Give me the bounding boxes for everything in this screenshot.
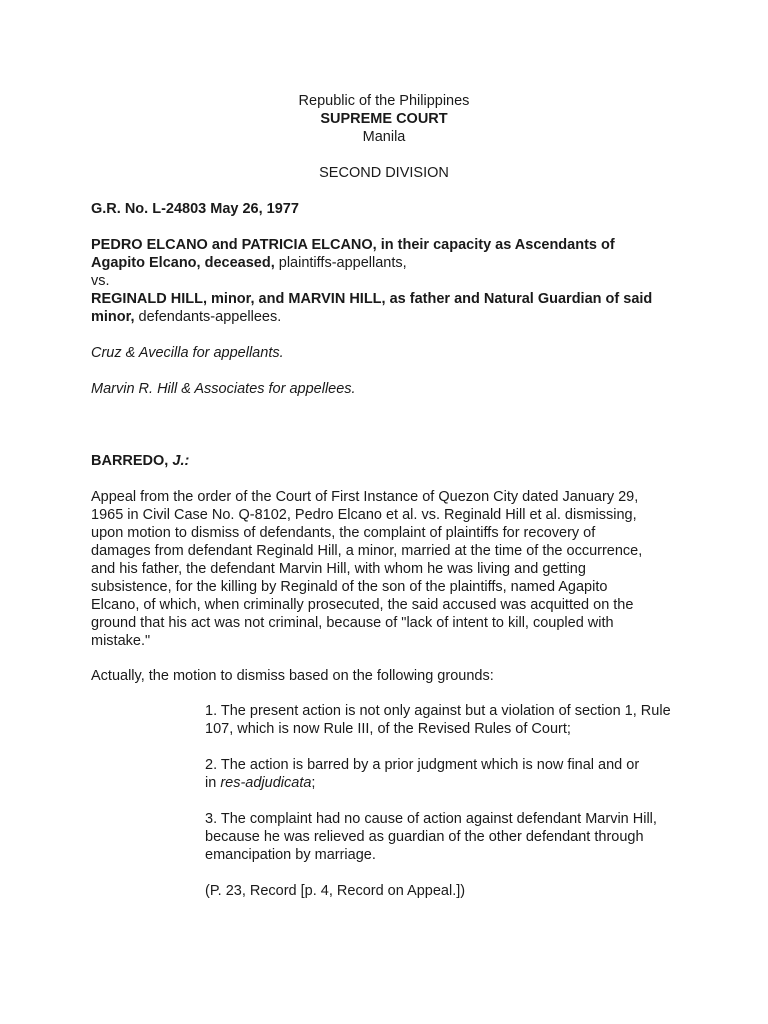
header-division: SECOND DIVISION xyxy=(319,165,449,181)
res-adjudicata: res-adjudicata xyxy=(220,775,312,791)
plaintiffs-line-1 xyxy=(91,236,615,254)
ground-1-line: 1. The present action is not only against but a violation of section 1, Rule xyxy=(205,703,671,719)
body-line: subsistence, for the killing by Reginald of the son of the plaintiffs, named Agapito xyxy=(91,579,608,595)
plaintiffs-deceased: Agapito Elcano, deceased, xyxy=(91,255,275,271)
counsel-appellees: Marvin R. Hill & Associates for appellees. xyxy=(91,381,356,397)
body-line: Appeal from the order of the Court of First Instance of Quezon City dated January 29, xyxy=(91,489,639,505)
ground-2-text: in xyxy=(205,775,221,791)
versus: vs. xyxy=(91,273,110,289)
defendants-minor: minor, xyxy=(91,309,135,325)
ponente-name: BARREDO, xyxy=(91,453,173,469)
ponente-title: J.: xyxy=(172,453,190,469)
ground-3-line: 3. The complaint had no cause of action against defendant Marvin Hill, xyxy=(205,811,657,827)
body-line: damages from defendant Reginald Hill, a minor, married at the time of the occurrence, xyxy=(91,543,643,559)
ground-2-line xyxy=(205,774,315,792)
body-line: mistake." xyxy=(91,633,151,649)
body-paragraph-2: Actually, the motion to dismiss based on the following grounds: xyxy=(91,668,494,684)
body-line: ground that his act was not criminal, because of "lack of intent to kill, coupled with xyxy=(91,615,614,631)
plaintiffs-line-2 xyxy=(91,254,407,272)
case-number: G.R. No. L-24803 May 26, 1977 xyxy=(91,201,299,217)
ground-2-line: 2. The action is barred by a prior judgment which is now final and or xyxy=(205,757,640,773)
counsel-appellants: Cruz & Avecilla for appellants. xyxy=(91,345,284,361)
ground-3-line: emancipation by marriage. xyxy=(205,847,376,863)
ground-1-line: 107, which is now Rule III, of the Revised Rules of Court; xyxy=(205,721,571,737)
header-city: Manila xyxy=(362,129,406,145)
ground-2-end: ; xyxy=(311,775,316,791)
body-line: 1965 in Civil Case No. Q-8102, Pedro Elcano et al. vs. Reginald Hill et al. dismissing, xyxy=(91,507,637,523)
defendants-line-1 xyxy=(91,290,652,308)
body-line: and his father, the defendant Marvin Hill, with whom he was living and getting xyxy=(91,561,586,577)
body-line: Elcano, of which, when criminally prosecuted, the said accused was acquitted on the xyxy=(91,597,634,613)
header-court: SUPREME COURT xyxy=(320,111,448,127)
ponente xyxy=(91,452,189,470)
defendants-role: defendants-appellees. xyxy=(134,309,282,325)
defendants-names: REGINALD HILL, minor, and MARVIN HILL, as father and Natural Guardian of said xyxy=(91,291,653,307)
plaintiffs-names: PEDRO ELCANO and PATRICIA ELCANO, in their capacity as Ascendants of xyxy=(91,237,615,253)
ground-3-line: because he was relieved as guardian of the other defendant through xyxy=(205,829,644,845)
body-line: upon motion to dismiss of defendants, the complaint of plaintiffs for recovery of xyxy=(91,525,596,541)
defendants-line-2 xyxy=(91,308,281,326)
header-republic: Republic of the Philippines xyxy=(298,93,470,109)
record-citation: (P. 23, Record [p. 4, Record on Appeal.]) xyxy=(205,883,466,899)
plaintiffs-role: plaintiffs-appellants, xyxy=(274,255,407,271)
